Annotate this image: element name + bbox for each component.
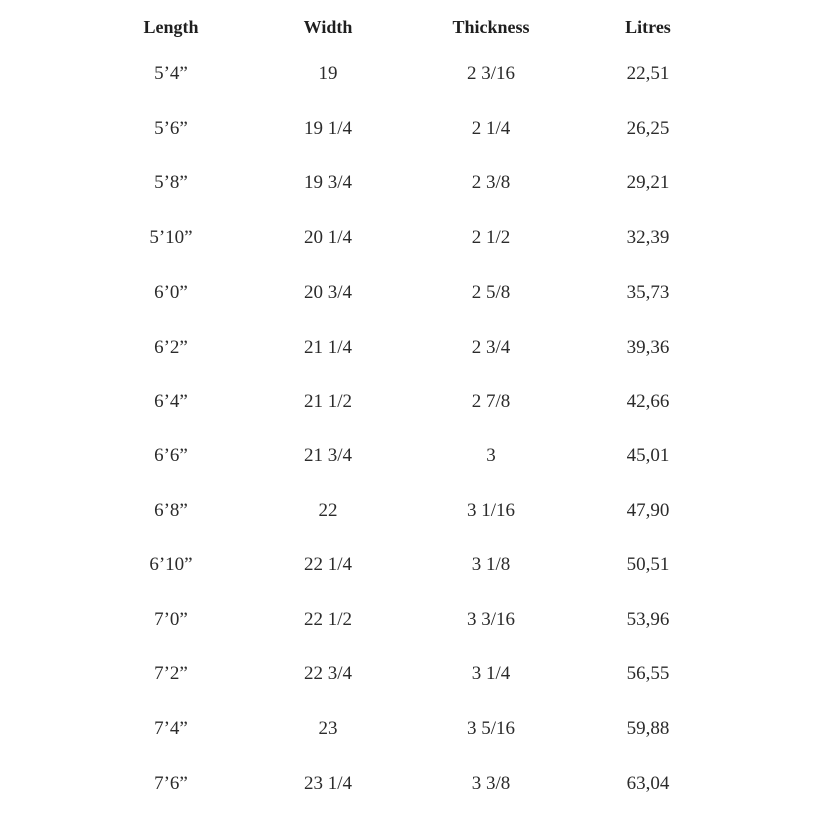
header-length: Length (143, 17, 199, 37)
length-cell: 7’2” (154, 663, 188, 684)
table-row (0, 441, 820, 471)
width-cell: 22 1/4 (303, 554, 353, 575)
litres-cell: 53,96 (626, 609, 670, 630)
thickness-cell: 3 (486, 445, 496, 466)
width-cell: 20 1/4 (303, 227, 353, 248)
width-cell: 21 1/4 (303, 337, 353, 358)
table-row (0, 278, 820, 308)
table-row (0, 550, 820, 580)
table-row (0, 714, 820, 744)
width-cell: 19 3/4 (303, 172, 353, 193)
thickness-cell: 2 3/8 (471, 172, 511, 193)
litres-cell: 50,51 (626, 554, 670, 575)
header-thickness: Thickness (452, 17, 530, 37)
table-row (0, 769, 820, 799)
litres-cell: 56,55 (626, 663, 670, 684)
length-cell: 5’10” (149, 227, 193, 248)
width-cell: 20 3/4 (303, 282, 353, 303)
width-cell: 23 (318, 718, 338, 739)
litres-cell: 32,39 (626, 227, 670, 248)
length-cell: 6’8” (154, 500, 188, 521)
length-cell: 6’10” (149, 554, 193, 575)
thickness-cell: 3 5/16 (466, 718, 516, 739)
length-cell: 7’0” (154, 609, 188, 630)
thickness-cell: 3 1/8 (471, 554, 511, 575)
thickness-cell: 2 7/8 (471, 391, 511, 412)
thickness-cell: 2 1/2 (471, 227, 511, 248)
litres-cell: 42,66 (626, 391, 670, 412)
thickness-cell: 2 3/16 (466, 63, 516, 84)
table-row (0, 223, 820, 253)
width-cell: 22 (318, 500, 338, 521)
width-cell: 21 3/4 (303, 445, 353, 466)
litres-cell: 29,21 (626, 172, 670, 193)
litres-cell: 26,25 (626, 118, 670, 139)
length-cell: 7’6” (154, 773, 188, 794)
width-cell: 22 1/2 (303, 609, 353, 630)
litres-cell: 35,73 (626, 282, 670, 303)
length-cell: 7’4” (154, 718, 188, 739)
thickness-cell: 3 3/16 (466, 609, 516, 630)
width-cell: 21 1/2 (303, 391, 353, 412)
thickness-cell: 3 3/8 (471, 773, 511, 794)
thickness-cell: 2 5/8 (471, 282, 511, 303)
length-cell: 6’6” (154, 445, 188, 466)
litres-cell: 63,04 (626, 773, 670, 794)
header-width: Width (303, 17, 353, 37)
length-cell: 5’8” (154, 172, 188, 193)
litres-cell: 45,01 (626, 445, 670, 466)
width-cell: 23 1/4 (303, 773, 353, 794)
table-row (0, 387, 820, 417)
table-row (0, 659, 820, 689)
table-row (0, 59, 820, 89)
length-cell: 5’4” (154, 63, 188, 84)
width-cell: 19 (318, 63, 338, 84)
length-cell: 6’2” (154, 337, 188, 358)
length-cell: 6’0” (154, 282, 188, 303)
length-cell: 6’4” (154, 391, 188, 412)
thickness-cell: 2 3/4 (471, 337, 511, 358)
thickness-cell: 3 1/16 (466, 500, 516, 521)
litres-cell: 47,90 (626, 500, 670, 521)
table-row (0, 605, 820, 635)
litres-cell: 22,51 (626, 63, 670, 84)
width-cell: 19 1/4 (303, 118, 353, 139)
table-header (0, 12, 820, 42)
table-row (0, 114, 820, 144)
litres-cell: 39,36 (626, 337, 670, 358)
header-litres: Litres (625, 17, 671, 37)
table-row (0, 168, 820, 198)
table-row (0, 496, 820, 526)
thickness-cell: 2 1/4 (471, 118, 511, 139)
thickness-cell: 3 1/4 (471, 663, 511, 684)
length-cell: 5’6” (154, 118, 188, 139)
width-cell: 22 3/4 (303, 663, 353, 684)
litres-cell: 59,88 (626, 718, 670, 739)
table-row (0, 333, 820, 363)
